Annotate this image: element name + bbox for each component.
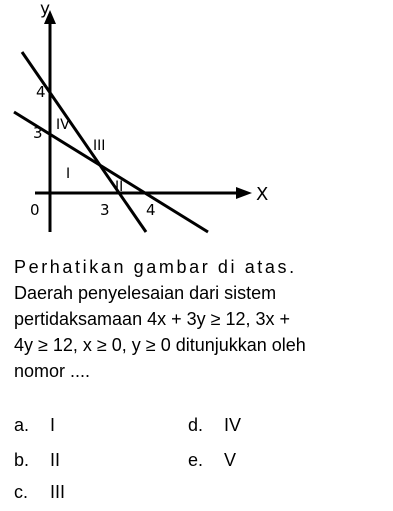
option-d[interactable] — [188, 415, 241, 436]
region-label-2: II — [115, 179, 124, 195]
question-line: 4y ≥ 12, x ≥ 0, y ≥ 0 ditunjukkan oleh — [14, 335, 306, 355]
option-text: II — [50, 450, 61, 470]
region-label-3: III — [93, 138, 106, 154]
region-label-1: I — [66, 166, 71, 182]
option-letter: d. — [188, 415, 204, 435]
origin-label: 0 — [30, 201, 40, 219]
region-label-4: IV — [56, 117, 70, 133]
option-letter: a. — [14, 415, 30, 435]
option-c[interactable] — [14, 482, 65, 503]
option-text: V — [224, 450, 237, 470]
option-letter: e. — [188, 450, 204, 470]
option-a[interactable] — [14, 415, 55, 436]
question-line: Daerah penyelesaian dari sistem — [14, 283, 277, 303]
y-tick-3: 3 — [33, 124, 43, 142]
x-tick-4: 4 — [146, 201, 156, 219]
line-4x-3y-12 — [22, 52, 146, 232]
question-line: Perhatikan gambar di atas. — [14, 257, 297, 277]
option-e[interactable] — [188, 450, 236, 471]
y-tick-4: 4 — [36, 83, 46, 101]
question-text — [14, 254, 386, 384]
graph-figure — [0, 0, 393, 250]
x-axis-arrowhead — [236, 187, 252, 199]
option-letter: c. — [14, 482, 29, 502]
question-line: nomor .... — [14, 361, 91, 381]
option-letter: b. — [14, 450, 30, 470]
option-text: I — [50, 415, 56, 435]
option-b[interactable] — [14, 450, 60, 471]
question-line: pertidaksamaan 4x + 3y ≥ 12, 3x + — [14, 309, 291, 329]
option-text: IV — [224, 415, 242, 435]
line-3x-4y-12 — [14, 112, 208, 232]
x-tick-3: 3 — [100, 201, 110, 219]
x-axis-label: X — [256, 184, 269, 205]
y-axis-label: y — [40, 0, 51, 19]
option-text: III — [50, 482, 66, 502]
